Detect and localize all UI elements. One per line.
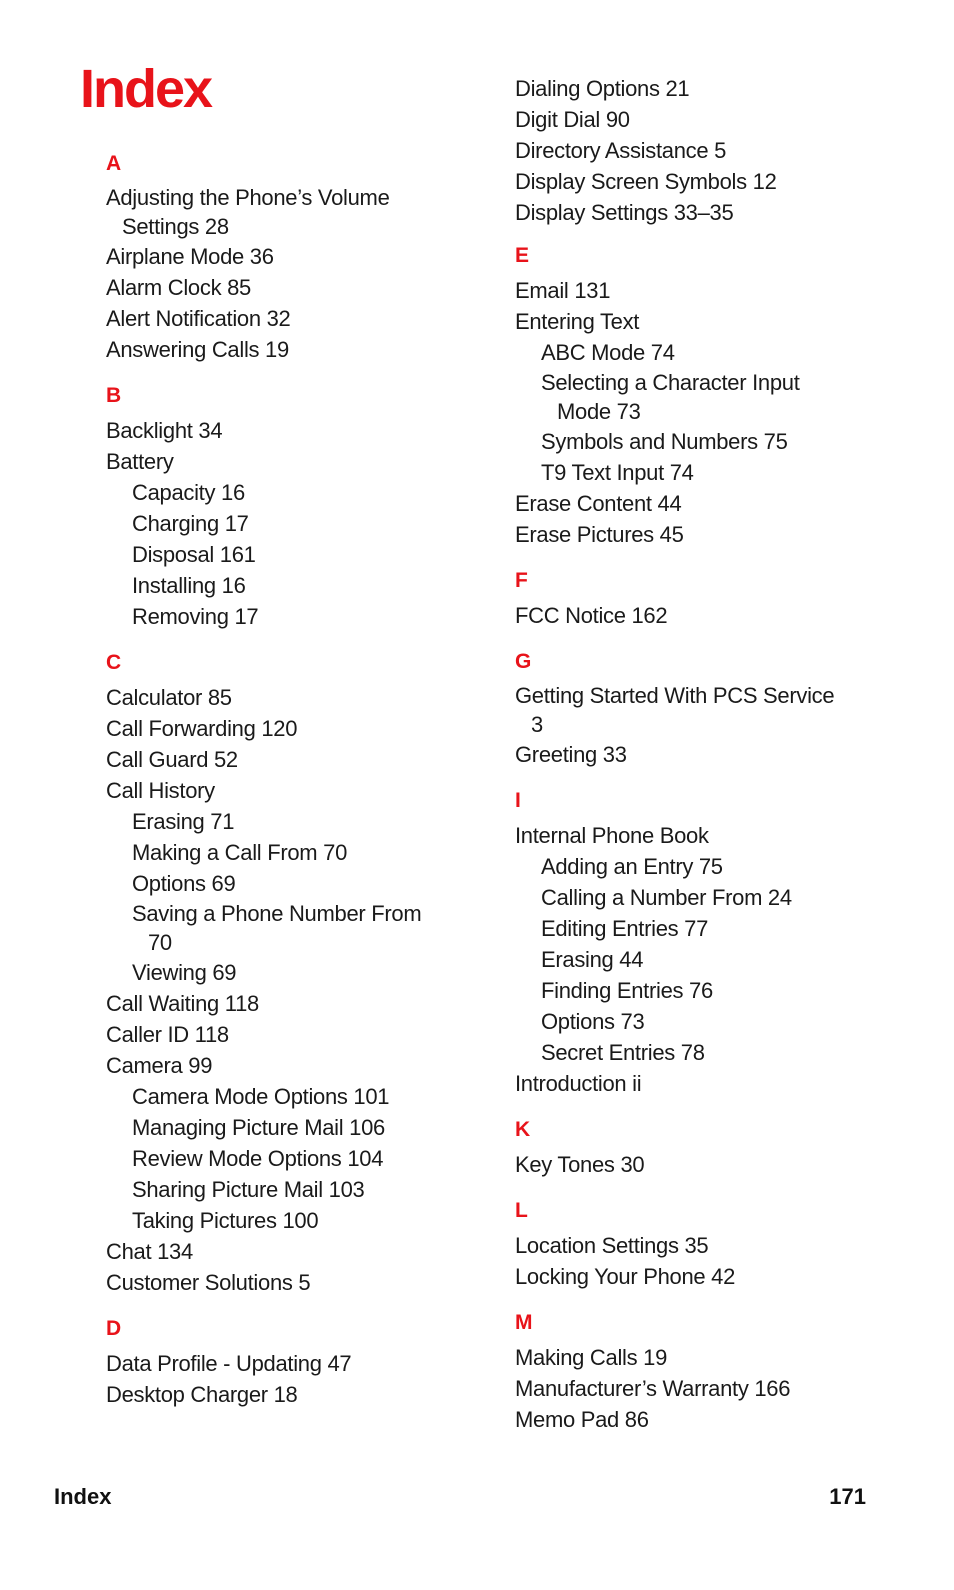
index-entry: Installing 16	[132, 573, 246, 598]
index-entry: Erase Pictures 45	[515, 522, 684, 547]
index-entry: Erasing 71	[132, 809, 235, 834]
index-entry: Dialing Options 21	[515, 76, 690, 101]
index-entry: Camera Mode Options 101	[132, 1084, 390, 1109]
index-letter-heading: F	[515, 569, 528, 592]
index-entry: Desktop Charger 18	[106, 1382, 298, 1407]
index-entry: Saving a Phone Number From	[132, 901, 422, 926]
index-entry: Secret Entries 78	[541, 1040, 705, 1065]
index-entry: Airplane Mode 36	[106, 244, 274, 269]
index-letter-heading: D	[106, 1317, 122, 1340]
index-entry: Options 69	[132, 871, 236, 896]
index-entry: Internal Phone Book	[515, 823, 709, 848]
index-entry: Answering Calls 19	[106, 337, 289, 362]
index-entry: Calculator 85	[106, 685, 232, 710]
index-entry: T9 Text Input 74	[541, 460, 694, 485]
index-entry: Erasing 44	[541, 947, 644, 972]
index-entry-continuation: 70	[148, 930, 172, 955]
index-entry: Caller ID 118	[106, 1022, 229, 1047]
index-entry: Locking Your Phone 42	[515, 1264, 736, 1289]
index-entry: Data Profile - Updating 47	[106, 1351, 352, 1376]
index-entry: Camera 99	[106, 1053, 213, 1078]
index-entry: Erase Content 44	[515, 491, 682, 516]
index-entry: Digit Dial 90	[515, 107, 630, 132]
index-entry: Battery	[106, 449, 174, 474]
index-section-continued	[515, 73, 915, 228]
index-entry: FCC Notice 162	[515, 603, 668, 628]
index-entry: Customer Solutions 5	[106, 1270, 311, 1295]
index-entry: Display Screen Symbols 12	[515, 169, 777, 194]
index-letter-heading: G	[515, 650, 532, 673]
index-entry-continuation: 3	[531, 712, 543, 737]
index-entry: Directory Assistance 5	[515, 138, 727, 163]
index-entry: Adding an Entry 75	[541, 854, 723, 879]
index-section-l	[515, 1199, 915, 1292]
index-entry: Alert Notification 32	[106, 306, 291, 331]
page-title: Index	[80, 59, 212, 119]
index-section-g	[515, 650, 915, 770]
index-letter-heading: C	[106, 651, 122, 674]
footer-page-number: 171	[829, 1484, 866, 1509]
index-section-d	[106, 1317, 506, 1410]
index-section-e	[515, 244, 915, 550]
index-entry: Key Tones 30	[515, 1152, 645, 1177]
index-entry: Making Calls 19	[515, 1345, 668, 1370]
index-entry: Managing Picture Mail 106	[132, 1115, 385, 1140]
footer-section-label: Index	[54, 1484, 112, 1509]
index-entry: Call History	[106, 778, 215, 803]
index-letter-heading: A	[106, 152, 122, 175]
index-entry: Charging 17	[132, 511, 249, 536]
index-letter-heading: M	[515, 1311, 533, 1334]
index-letter-heading: I	[515, 789, 521, 812]
index-entry: Viewing 69	[132, 960, 237, 985]
index-entry: Taking Pictures 100	[132, 1208, 319, 1233]
index-entry: Alarm Clock 85	[106, 275, 251, 300]
index-section-a	[106, 152, 506, 365]
index-section-c	[106, 651, 506, 1298]
index-entry: Removing 17	[132, 604, 259, 629]
index-entry: Calling a Number From 24	[541, 885, 792, 910]
index-entry: Call Forwarding 120	[106, 716, 298, 741]
index-entry: Selecting a Character Input	[541, 370, 800, 395]
index-column-left	[106, 152, 506, 1429]
index-entry: Options 73	[541, 1009, 645, 1034]
index-entry: ABC Mode 74	[541, 340, 675, 365]
index-entry-continuation: Mode 73	[557, 399, 641, 424]
index-column-right	[515, 73, 915, 1454]
index-letter-heading: L	[515, 1199, 528, 1222]
index-section-m	[515, 1311, 915, 1435]
index-entry: Review Mode Options 104	[132, 1146, 384, 1171]
index-section-k	[515, 1118, 915, 1180]
index-letter-heading: K	[515, 1118, 531, 1141]
index-letter-heading: B	[106, 384, 122, 407]
index-entry-continuation: Settings 28	[122, 214, 229, 239]
index-entry: Greeting 33	[515, 742, 627, 767]
index-entry: Editing Entries 77	[541, 916, 709, 941]
index-section-b	[106, 384, 506, 632]
index-entry: Email 131	[515, 278, 611, 303]
index-letter-heading: E	[515, 244, 530, 267]
index-entry: Making a Call From 70	[132, 840, 348, 865]
index-entry: Location Settings 35	[515, 1233, 709, 1258]
index-entry: Display Settings 33–35	[515, 200, 734, 225]
index-entry: Memo Pad 86	[515, 1407, 649, 1432]
index-entry: Capacity 16	[132, 480, 245, 505]
index-entry: Call Waiting 118	[106, 991, 259, 1016]
index-entry: Chat 134	[106, 1239, 193, 1264]
index-entry: Adjusting the Phone’s Volume	[106, 185, 390, 210]
index-entry: Disposal 161	[132, 542, 256, 567]
index-entry: Backlight 34	[106, 418, 223, 443]
index-entry: Getting Started With PCS Service	[515, 683, 835, 708]
index-section-i	[515, 789, 915, 1099]
index-entry: Symbols and Numbers 75	[541, 429, 788, 454]
index-entry: Introduction ii	[515, 1071, 642, 1096]
index-entry: Call Guard 52	[106, 747, 238, 772]
index-entry: Finding Entries 76	[541, 978, 713, 1003]
index-entry: Sharing Picture Mail 103	[132, 1177, 365, 1202]
index-section-f	[515, 569, 915, 631]
index-entry: Manufacturer’s Warranty 166	[515, 1376, 791, 1401]
index-entry: Entering Text	[515, 309, 640, 334]
